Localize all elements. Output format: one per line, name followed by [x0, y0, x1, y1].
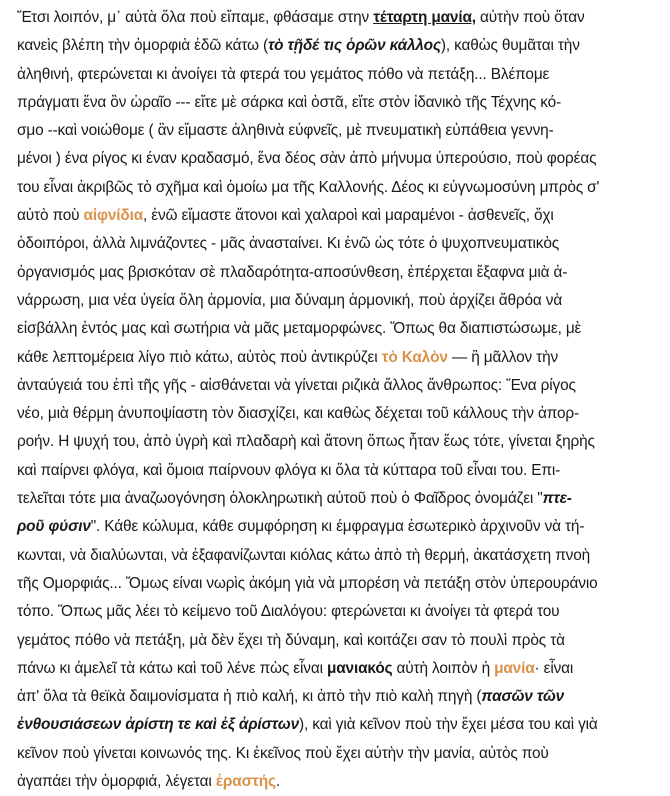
text-line [17, 61, 670, 89]
text-run: κανεὶς βλέπη τὴν ὀμορφιὰ ἐδῶ κάτω ( [17, 37, 269, 55]
text-run: τόπο. Ὅπως μᾶς λέει τὸ κείμενο τοῦ Διαλόγου: φτερώνεται κι ἀνοίγει τὰ φτερά του [17, 603, 560, 621]
text-run: πράγματι ἕνα ὂν ὡραῖο --- εἴτε μὲ σάρκα καὶ ὀστᾶ, εἴτε στὸν ἰδανικὸ τῆς Τέχνης κό- [17, 93, 562, 111]
text-run: Ἔτσι λοιπόν, μ᾽ αὐτὰ ὅλα ποὺ εἴπαμε, φθάσαμε στην [17, 9, 374, 26]
text-run: τῆς Ομορφιάς... Ὅμως είναι νωρὶς ἀκόμη γιὰ νὰ μπορέση νὰ πετάξη στὸν ὑπερουράνιο [17, 574, 598, 592]
text-run: νάρρωση, μια νέα ὑγεία ὅλη ἁρμονία, μια δύναμη ἁρμονική, ποὺ ἀρχίζει ἄθρόα νὰ [17, 291, 563, 309]
text-line [17, 89, 670, 117]
highlighted-term: μανία [494, 659, 535, 677]
text-line [17, 4, 670, 32]
text-run: ὀργανισμός μας βρισκόταν σὲ πλαδαρότητα-αποσύνθεση, ἐπέρχεται ἔξαφνα μιὰ ἀ- [17, 263, 568, 281]
text-line [17, 485, 670, 513]
text-run: ". Κάθε κώλυμα, κάθε συμφόρηση κι έμφραγμα ἐσωτερικὸ ἀρχινοῦν νὰ τή- [90, 518, 585, 536]
text-line [17, 598, 670, 626]
text-line [17, 145, 670, 173]
emphasized-text: τὸ τῇδέ τις ὁρῶν κάλλος [268, 37, 441, 55]
text-run: ὁδοιπόροι, ἀλλὰ λιμνάζοντες - μᾶς ἀνασταίνει. Κι ἐνῶ ὡς τότε ὁ ψυχοπνευματικὸς [17, 235, 560, 253]
text-line [17, 683, 670, 711]
text-line [17, 711, 670, 739]
text-run: κεῖνον ποὺ γίνεται κοινωνός της. Κι ἐκεῖνος ποὺ ἔχει αὐτὴν τὴν μανία, αὐτὸς ποὺ [17, 744, 549, 762]
text-run: νέο, μιὰ θέρμη ἀνυποψίαστη τὸν διασχίζει, και καθὼς δέχεται τοῦ κάλλους τὴν ἀπορ- [17, 405, 579, 423]
text-line [17, 315, 670, 343]
text-line [17, 570, 670, 598]
text-line [17, 457, 670, 485]
text-line [17, 344, 670, 372]
text-run: γεμάτος πόθο νὰ πετάξη, μὰ δὲν ἔχει τὴ δύναμη, καὶ κοιτάζει σαν τὸ πουλὶ πρὸς τὰ [17, 631, 565, 649]
text-run: ), καθὼς θυμᾶται τὴν [440, 37, 580, 55]
text-line [17, 655, 670, 683]
text-line [17, 287, 670, 315]
text-line [17, 230, 670, 258]
text-run: κάθε λεπτομέρεια λίγο πιὸ κάτω, αὐτὸς ποὺ ἀντικρύζει [17, 348, 382, 366]
emphasized-text: πασῶν τῶν [481, 688, 565, 706]
text-run: εἰσβάλλη ἐντός μας καὶ σωτήρια νὰ μᾶς μεταμορφώνες. Ὅπως θα διαπιστώσωμε, μὲ [17, 320, 582, 338]
text-line [17, 513, 670, 541]
highlighted-term: ἐραστής [215, 773, 276, 791]
emphasized-text: τέταρτη μανία, [373, 9, 476, 26]
highlighted-term: τὸ Καλὸν [381, 348, 448, 366]
text-run: αὐτὸ ποὺ [17, 207, 84, 225]
text-line [17, 768, 670, 796]
text-line [17, 202, 670, 230]
highlighted-term: αἰφνίδια [83, 207, 144, 225]
text-line [17, 740, 670, 768]
text-run: ροήν. Η ψυχή του, ἀπὸ ὑγρὴ καὶ πλαδαρὴ καὶ ἄτονη ὅπως ἦταν ἕως τότε, γίνεται ξηρὴς [17, 433, 595, 451]
text-line [17, 542, 670, 570]
text-run: αὐτὴν ποὺ ὅταν [475, 9, 585, 26]
text-run: σμο --καὶ νοιώθομε ( ἂν εἴμαστε ἀληθινὰ εὐφνεῖς, μὲ πνευματικὴ εὐπάθεια γεννη- [17, 122, 554, 140]
text-run: , ἐνῶ εἴμαστε ἄτονοι καὶ χαλαροὶ καὶ μαραμένοι - ἀσθενεῖς, ὄχι [143, 207, 554, 225]
text-run: αὐτὴ λοιπὸν ἡ [392, 659, 495, 677]
text-run: του εἶναι ἀκριβῶς τὸ σχῆμα καὶ ὁμοίω μα τῆς Καλλονής. Δέος κι εὐγνωμοσύνη μπρὸς σ' [17, 178, 600, 196]
text-line [17, 32, 670, 60]
text-run: ἀληθινή, φτερώνεται κι ἀνοίγει τὰ φτερά του γεμάτος πόθο νὰ πετάξη... Βλέπομε [17, 65, 550, 83]
text-run: ἀνταύγειά του ἐπὶ τῆς γῆς - αἰσθάνεται νὰ γίνεται ριζικὰ ἄλλος ἄνθρωπος: Ἕνα ρίγος [17, 376, 576, 394]
text-run: ἀγαπάει τὴν ὀμορφιά, λέγεται [17, 773, 216, 791]
text-run: ), καὶ γιὰ κεῖνον ποὺ τὴν ἔχει μέσα του καὶ γιὰ [299, 716, 598, 734]
text-run: — ἢ μᾶλλον τὴν [447, 348, 559, 366]
text-line [17, 259, 670, 287]
emphasized-text: μανιακός [326, 659, 393, 677]
text-line [17, 428, 670, 456]
text-run: πάνω κι ἀμελεῖ τὰ κάτω καὶ τοῦ λένε πὼς εἶναι [17, 659, 327, 677]
text-line [17, 117, 670, 145]
text-run: ἀπ' ὅλα τὰ θεϊκὰ δαιμονίσματα ἡ πιὸ καλή, κι ἀπὸ τὴν πιὸ καλὴ πηγὴ ( [17, 688, 482, 706]
text-run: · εἶναι [534, 659, 574, 677]
text-run: κωνται, νὰ διαλύωνται, νὰ ἐξαφανίζωνται κιόλας κάτω ἀπὸ τὴ θερμή, ἀκατάσχετη πνοὴ [17, 546, 591, 564]
text-line [17, 400, 670, 428]
text-line [17, 627, 670, 655]
text-line [17, 174, 670, 202]
text-run: καὶ παίρνει φλόγα, καὶ ὅμοια παίρνουν φλόγα κι ὅλα τὰ κύτταρα τοῦ εἶναι του. Επι- [17, 461, 561, 479]
text-run: τελεῖται τότε μια ἀναζωογόνηση ὁλοκληρωτικὴ αὐτοῦ ποὺ ὁ Φαῖδρος ὀνομάζει " [17, 490, 543, 508]
text-line [17, 372, 670, 400]
text-run: μένοι ) ένα ρίγος κι έναν κραδασμό, ἕνα δέος σὰν ἀπὸ μήνυμα ὑπερούσιο, ποὺ φορέας [17, 150, 597, 168]
emphasized-text: πτε- [542, 490, 572, 508]
emphasized-text: ροῦ φύσιν [17, 518, 91, 536]
text-run: . [275, 773, 280, 791]
emphasized-text: ἐνθουσιάσεων ἀρίστη τε καὶ ἐξ ἀρίστων [17, 716, 300, 734]
